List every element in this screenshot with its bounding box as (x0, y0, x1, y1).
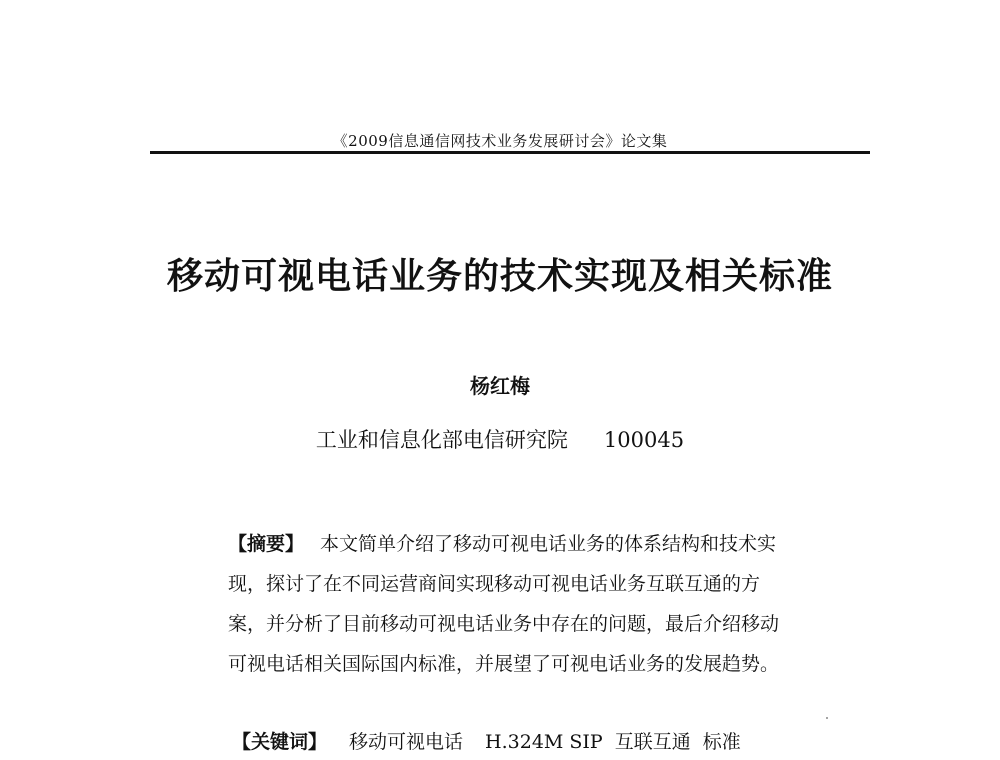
keyword-item: 标准 (702, 731, 741, 753)
keywords (232, 730, 832, 754)
institution-name: 工业和信息化部电信研究院 (315, 428, 568, 452)
abstract-label: 【摘要】 (228, 533, 305, 555)
author-name: 杨红梅 (470, 374, 530, 398)
keyword-item: 移动可视电话 (349, 731, 464, 753)
running-header: 《2009信息通信网技术业务发展研讨会》论文集 (332, 132, 668, 150)
paper-title: 移动可视电话业务的技术实现及相关标准 (166, 255, 833, 297)
affiliation (0, 424, 1000, 454)
keywords-label: 【关键词】 (232, 731, 328, 753)
abstract-text: 本文简单介绍了移动可视电话业务的体系结构和技术实现，探讨了在不同运营商间实现移动可视电话业务互联互通的方案，并分析了目前移动可视电话业务中存在的问题，最后介绍移动可视电话相关国际国内标准，并展望了可视电话业务的发展趋势。 (228, 533, 780, 675)
abstract (228, 524, 793, 684)
postal-code: 100045 (603, 428, 685, 452)
scan-speck (826, 717, 828, 719)
keyword-item: 互联互通 (614, 731, 691, 753)
header-rule (150, 151, 870, 154)
keyword-item: H.324M SIP (485, 731, 603, 753)
